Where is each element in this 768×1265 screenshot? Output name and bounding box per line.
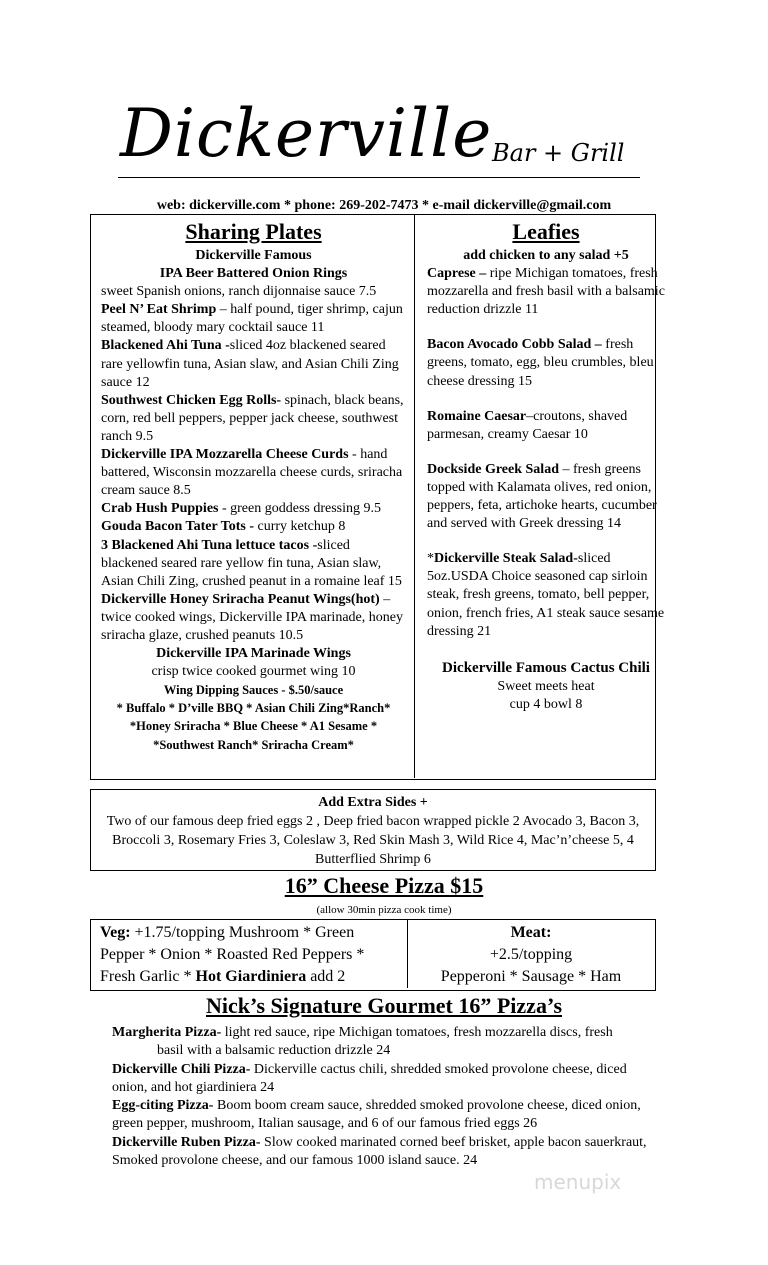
item-desc: curry ketchup 8 [254,519,346,535]
item-name: Blackened Ahi Tuna - [101,338,230,354]
dipping-sauces-line-2: *Honey Sriracha * Blue Cheese * A1 Sesame * *Southwest Ranch* Sriracha Cream* [129,719,378,752]
veg-label: Veg: [100,924,131,941]
menu-item [101,500,406,518]
meat-label: Meat: [510,924,552,941]
salad-item [427,336,665,390]
pizza-item [112,1061,657,1098]
hot-giardiniera: Hot Giardiniera [195,968,307,985]
pizza-item-cont: basil with a balsamic reduction drizzle 24 [157,1043,391,1059]
item-desc: sliced 4oz blackened seared rare yellowfin tuna, Asian slaw, and Asian Chili Zing sauce 12 [101,338,399,390]
item-name: Dickerville Honey Sriracha Peanut Wings(hot) [101,591,380,607]
item-desc: - green goddess dressing 9.5 [218,501,382,517]
meat-toppings [407,920,654,988]
leafies-section [416,215,669,714]
item-desc: - hand battered, Wisconsin mozzarella cheese curds, sriracha cream sauce 8.5 [101,447,403,499]
chili-price: cup 4 bowl 8 [509,696,583,712]
famous-heading-2: IPA Beer Battered Onion Rings [159,266,348,282]
item-desc: sliced 5oz.USDA Choice seasoned cap sirloin steak, fresh greens, tomato, bell pepper, onion, french fries, A1 steak sauce sesame dressing 21 [427,551,665,639]
restaurant-logo [0,95,768,190]
item-name: Dockside Greek Salad [427,461,559,477]
veg-add-price: add 2 [306,968,346,985]
extra-sides-box [90,789,656,871]
menu-item [101,392,406,446]
watermark: menupix [534,1170,622,1194]
item-desc: fresh greens, tomato, egg, bleu crumbles, bleu cheese dressing 15 [427,337,654,389]
item-name: Romaine Caesar [427,408,527,424]
salad-item [427,550,665,640]
veg-toppings [100,922,402,988]
sharing-plates-section [92,215,415,778]
item-desc: Slow cooked marinated corned beef brisket, apple bacon sauerkraut, Smoked provolone cheese, and our famous 1000 island sauce. 24 [112,1134,647,1169]
dipping-sauces-line-1: * Buffalo * D’ville BBQ * Asian Chili Zing*Ranch* [116,701,391,716]
menu-item [101,446,406,500]
item-name: Egg-citing Pizza- [112,1098,214,1114]
item-name: Gouda Bacon Tater Tots - [101,519,255,535]
menu-item [101,537,406,591]
logo-name: Dickerville [120,95,493,172]
signature-pizza-title: Nick’s Signature Gourmet 16” Pizza’s [205,993,563,1018]
pizza-item [112,1134,657,1171]
pizza-cook-note: (allow 30min pizza cook time) [316,904,452,916]
item-desc: ripe Michigan tomatoes, fresh mozzarella and fresh basil with a balsamic reduction drizzle 11 [427,266,665,318]
signature-pizza-list [112,1024,657,1170]
dipping-sauces-title: Wing Dipping Sauces - $.50/sauce [163,683,344,698]
veg-list: +1.75/topping Mushroom * Green Pepper * Onion * Roasted Red Peppers * Fresh Garlic * [100,924,365,985]
item-name: Bacon Avocado Cobb Salad – [427,337,602,353]
wings-title: Dickerville IPA Marinade Wings [156,646,351,662]
item-desc: light red sauce, ripe Michigan tomatoes, fresh mozzarella discs, fresh [221,1025,613,1040]
item-name: Dickerville Ruben Pizza- [112,1134,261,1150]
salad-item [427,265,665,319]
meat-price: +2.5/topping [489,946,573,963]
item-name: Southwest Chicken Egg Rolls- [101,392,282,408]
item-name: Margherita Pizza- [112,1025,222,1040]
menu-item [101,591,406,645]
item-desc: spinach, black beans, corn, red bell peppers, pepper jack cheese, southwest ranch 9.5 [101,392,404,444]
sharing-plates-title: Sharing Plates [185,219,322,244]
menu-item [101,301,406,337]
logo-subtitle: Bar + Grill [492,139,625,167]
extra-sides-list: Two of our famous deep fried eggs 2 , Deep fried bacon wrapped pickle 2 Avocado 3, Bacon 3, Broccoli 3, Rosemary Fries 3, Coleslaw 3, Red Skin Mash 3, Wild Rice 4, Mac’n’cheese 5, 4 Butterflied Shrimp 6 [106,814,640,867]
leafies-title: Leafies [512,219,580,244]
wings-desc: crisp twice cooked gourmet wing 10 [151,664,356,680]
item-prefix: * [427,551,434,567]
item-name: Crab Hush Puppies [101,501,219,517]
salad-item [427,461,665,533]
menu-item [101,518,406,536]
chili-tagline: Sweet meets heat [497,678,595,694]
toppings-box [90,919,656,991]
cheese-pizza-title: 16” Cheese Pizza $15 [284,873,484,898]
item-name: Caprese – [427,266,487,282]
meat-list: Pepperoni * Sausage * Ham [440,968,622,985]
pizza-item [112,1024,657,1042]
pizza-item [112,1097,657,1134]
item-desc: Dickerville cactus chili, shredded smoked provolone cheese, diced onion, and hot giardiniera 24 [112,1061,627,1095]
item-desc: – twice cooked wings, Dickerville IPA marinade, honey sriracha glaze, crushed peanuts 10.5 [101,591,403,643]
onion-rings-desc: sweet Spanish onions, ranch dijonnaise sauce 7.5 [101,284,377,300]
extra-sides-title: Add Extra Sides + [318,795,428,810]
item-name: Dickerville Steak Salad- [434,551,578,567]
famous-heading-1: Dickerville Famous [195,248,312,263]
item-desc: sliced blackened seared rare yellow fin tuna, Asian slaw, Asian Chili Zing, crushed peanut in a romaine leaf 15 [101,537,402,589]
menu-item [101,337,406,391]
logo-underline [118,177,640,178]
contact-line: web: dickerville.com * phone: 269-202-7473 * e-mail dickerville@gmail.com [156,198,612,213]
item-desc: – fresh greens topped with Kalamata olives, red onion, peppers, feta, artichoke hearts, cucumber and served with Greek dressing 14 [427,461,657,532]
item-name: Dickerville Chili Pizza- [112,1061,251,1077]
item-desc: – half pound, tiger shrimp, cajun steamed, bloody mary cocktail sauce 11 [101,302,403,336]
item-name: Peel N’ Eat Shrimp [101,302,217,318]
item-desc: Boom boom cream sauce, shredded smoked provolone cheese, diced onion, green pepper, mushroom, Italian sausage, and 6 of our famous fried eggs 26 [112,1098,641,1132]
salad-item [427,408,665,444]
item-name: 3 Blackened Ahi Tuna lettuce tacos - [101,537,318,553]
item-name: Dickerville IPA Mozzarella Cheese Curds [101,447,349,463]
item-desc: –croutons, shaved parmesan, creamy Caesar 10 [427,408,628,442]
chili-title: Dickerville Famous Cactus Chili [442,659,650,676]
chicken-addon: add chicken to any salad +5 [463,248,629,263]
